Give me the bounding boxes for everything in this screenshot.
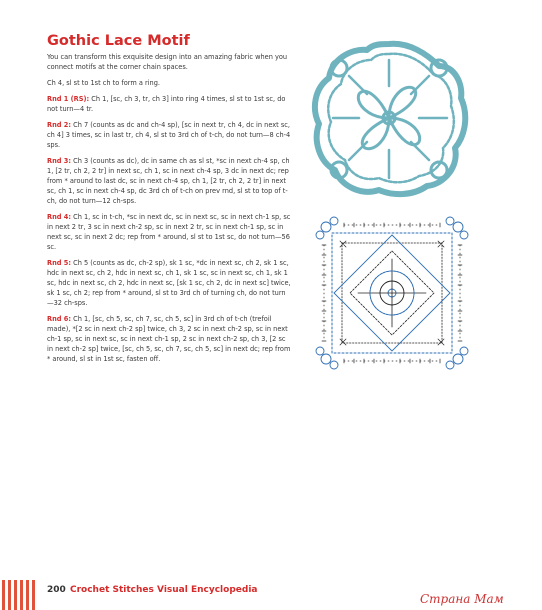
book-title: Crochet Stitches Visual Encyclopedia <box>70 585 258 595</box>
round-label: Rnd 4: <box>47 213 72 221</box>
round-5 <box>47 258 292 308</box>
round-1 <box>47 94 292 114</box>
round-label: Rnd 6: <box>47 315 72 323</box>
intro-paragraph: You can transform this exquisite design into an amazing fabric when you connect motifs at the corner chain spaces. <box>47 53 288 71</box>
motif-photo <box>309 36 469 200</box>
round-text: Ch 7 (counts as dc and ch-4 sp), [sc in next tr, ch 4, dc in next sc, ch 4] 3 times, sc in last tr, ch 4, sl st to 3rd ch of t-ch, do not turn—8 ch-4 sps. <box>47 121 291 149</box>
round-label: Rnd 1 (RS): <box>47 95 90 103</box>
page-footer <box>0 580 542 610</box>
round-3 <box>47 156 292 206</box>
round-label: Rnd 5: <box>47 259 72 267</box>
round-text: Ch 3 (counts as dc), dc in same ch as sl st, *sc in next ch-4 sp, ch 1, [2 tr, ch 2, 2 tr] in next sc, ch 1, sc in next ch-4 sp, 3 dc in next dc; rep from * around to last dc, sc in next ch-4 sp, ch 1, [2 tr, ch 2, 2 tr] in next sc, ch 1, sc in next ch-4 sp, dc 3rd ch of t-ch on prev rnd, sl st to top of t-ch, do not turn—12 ch-sps. <box>47 157 290 205</box>
stitch-diagram <box>314 215 470 371</box>
page-title: Gothic Lace Motif <box>47 33 190 49</box>
watermark: Страна Мам <box>420 592 504 606</box>
footer-bars <box>0 580 40 610</box>
round-2 <box>47 120 292 150</box>
round-label: Rnd 3: <box>47 157 72 165</box>
instructions-column <box>47 52 292 370</box>
round-text: Ch 1, [sc, ch 3, tr, ch 3] into ring 4 times, sl st to 1st sc, do not turn—4 tr. <box>47 95 286 113</box>
round-text: Ch 1, sc in t-ch, *sc in next dc, sc in next sc, sc in next ch-1 sp, sc in next 2 tr, 3 sc in next ch-2 sp, sc in next 2 tr, sc in next ch-1 sp, sc in next sc, sc in next 2 dc; rep from * around, sl st to 1st sc, do not turn—56 sc. <box>47 213 291 251</box>
round-text: Ch 1, [sc, ch 5, sc, ch 7, sc, ch 5, sc] in 3rd ch of t-ch (trefoil made), *[2 sc in next ch-2 sp] twice, ch 3, 2 sc in next ch-2 sp, sc in next ch-1 sp, sc in next sc, sc in next ch-1 sp, 2 sc in next ch-2 sp, ch 3, [2 sc in next ch-2 sp] twice, [sc, ch 5, sc, ch 7, sc, ch 5, sc] in next dc; rep from * around, sl st in 1st sc, fasten off. <box>47 315 291 363</box>
round-6 <box>47 314 292 364</box>
round-4 <box>47 212 292 252</box>
page-number: 200 <box>47 585 66 595</box>
round-text: Ch 5 (counts as dc, ch-2 sp), sk 1 sc, *dc in next sc, ch 2, sk 1 sc, hdc in next sc, ch 2, hdc in next sc, ch 1, sk 1 sc, sc in next sc, ch 1, sk 1 sc, hdc in next sc, ch 2, hdc in next sc, [sk 1 sc, ch 2, dc in next sc] twice, sk 1 sc, ch 2; rep from * around, sl st to 3rd ch of turning ch, do not turn—32 ch-sps. <box>47 259 291 307</box>
round-label: Rnd 2: <box>47 121 72 129</box>
setup-paragraph: Ch 4, sl st to 1st ch to form a ring. <box>47 79 160 87</box>
